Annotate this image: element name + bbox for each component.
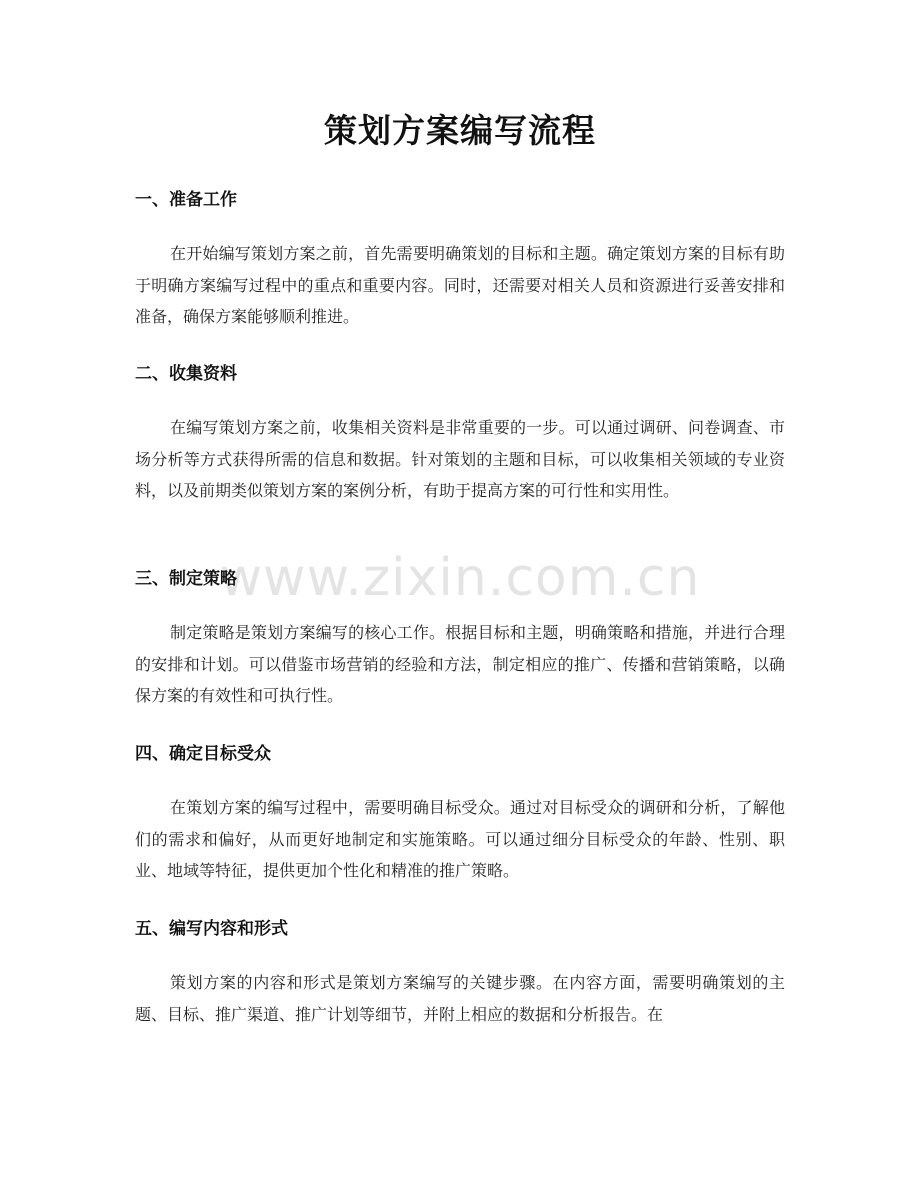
section-content-and-form xyxy=(135,917,785,1030)
section-heading: 一、准备工作 xyxy=(135,190,237,210)
section-preparation xyxy=(135,188,785,333)
document-title: 策划方案编写流程 xyxy=(324,111,596,150)
section-heading: 五、编写内容和形式 xyxy=(135,919,288,939)
section-heading: 四、确定目标受众 xyxy=(135,744,271,764)
section-collect-materials xyxy=(135,362,785,507)
section-paragraph: 在开始编写策划方案之前，首先需要明确策划的目标和主题。确定策划方案的目标有助于明确方案编写过程中的重点和重要内容。同时，还需要对相关人员和资源进行妥善安排和准备，确保方案能够顺利推进。 xyxy=(135,244,785,326)
section-paragraph: 在编写策划方案之前，收集相关资料是非常重要的一步。可以通过调研、问卷调查、市场分析等方式获得所需的信息和数据。针对策划的主题和目标，可以收集相关领域的专业资料，以及前期类似策划方案的案例分析，有助于提高方案的可行性和实用性。 xyxy=(135,418,785,500)
watermark: www.zixin.com.cn xyxy=(219,548,701,608)
section-heading: 二、收集资料 xyxy=(135,364,237,384)
section-paragraph: 在策划方案的编写过程中，需要明确目标受众。通过对目标受众的调研和分析，了解他们的需求和偏好，从而更好地制定和实施策略。可以通过细分目标受众的年龄、性别、职业、地域等特征，提供更加个性化和精准的推广策略。 xyxy=(135,798,785,880)
section-paragraph: 制定策略是策划方案编写的核心工作。根据目标和主题，明确策略和措施，并进行合理的安排和计划。可以借鉴市场营销的经验和方法，制定相应的推广、传播和营销策略，以确保方案的有效性和可执行性。 xyxy=(135,623,785,705)
section-strategy xyxy=(135,567,785,712)
section-target-audience xyxy=(135,742,785,887)
section-heading: 三、制定策略 xyxy=(135,569,237,589)
section-paragraph: 策划方案的内容和形式是策划方案编写的关键步骤。在内容方面，需要明确策划的主题、目标、推广渠道、推广计划等细节，并附上相应的数据和分析报告。在 xyxy=(135,973,785,1024)
